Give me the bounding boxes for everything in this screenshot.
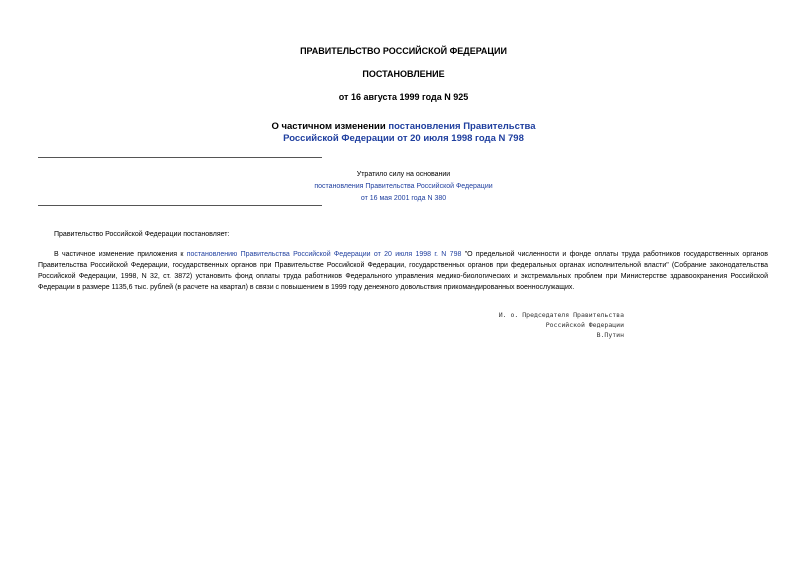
title-prefix: О частичном изменении bbox=[271, 121, 389, 132]
lapse-link[interactable] bbox=[0, 181, 807, 205]
document-date-number: от 16 августа 1999 года N 925 bbox=[338, 92, 469, 102]
document-title bbox=[0, 121, 807, 145]
title-link-line1: постановления Правительства bbox=[388, 121, 536, 132]
title-link-line2: Российской Федерации от 20 июля 1998 года N 798 bbox=[283, 133, 524, 144]
intro-paragraph: Правительство Российской Федерации постановляет: bbox=[54, 231, 230, 238]
lapse-link-line2: от 16 мая 2001 года N 380 bbox=[360, 195, 447, 202]
lapse-note bbox=[0, 169, 807, 205]
signature-name: В.Путин bbox=[596, 331, 624, 339]
divider-bottom bbox=[38, 205, 322, 206]
lapse-link-line1: постановления Правительства Российской Федерации bbox=[314, 183, 493, 190]
para-link[interactable]: постановлению Правительства Российской Федерации от 20 июля 1998 г. N 798 bbox=[186, 251, 462, 258]
signature-block bbox=[499, 310, 624, 340]
signature-position: И. о. Председателя Правительства bbox=[498, 311, 624, 319]
divider-top bbox=[38, 157, 322, 158]
signature-country: Российской Федерации bbox=[545, 321, 624, 329]
lapse-text: Утратило силу на основании bbox=[356, 171, 451, 178]
government-heading: ПРАВИТЕЛЬСТВО РОССИЙСКОЙ ФЕДЕРАЦИИ bbox=[300, 46, 507, 56]
main-paragraph bbox=[38, 249, 768, 293]
para-prefix: В частичное изменение приложения к bbox=[54, 251, 187, 258]
document-type: ПОСТАНОВЛЕНИЕ bbox=[362, 69, 445, 79]
para-rest: "О предельной численности и фонде оплаты труда работников государственных органов Правительства Российской Федерации, государственных органов при Правительстве Российской Федерации, государственных органов при федеральных органах исполнительной власти" (Собрание законодательства Российской Федерации, 1998, N 32, ст. 3872) установить фонд оплаты труда работников Федерального управления медико-биологических и экстремальных проблем при Министерстве здравоохранения Российской Федерации в размере 1135,6 тыс. рублей (в расчете на квартал) в связи с повышением в 1999 году денежного довольствия прикомандированных военнослужащих. bbox=[38, 251, 768, 291]
